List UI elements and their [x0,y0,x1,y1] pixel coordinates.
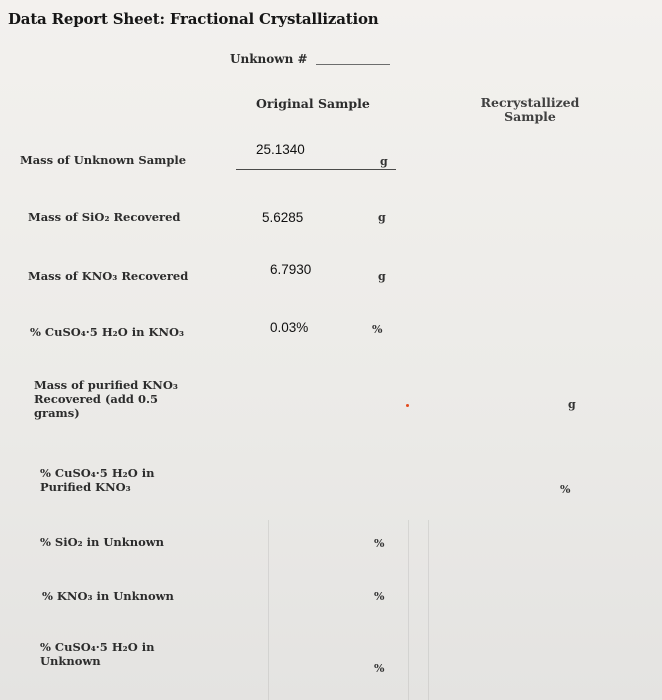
faint-column-rule [408,520,409,700]
value-mass-sio2[interactable]: 5.6285 [262,210,304,225]
row-label-mass-purified-kno3 [34,378,178,420]
report-title: Data Report Sheet: Fractional Crystallization [8,10,379,28]
value-mass-kno3[interactable]: 6.7930 [270,262,312,277]
unit-sio2-in-unknown: % [374,537,385,550]
row-label-sio2-in-unknown: % SiO₂ in Unknown [40,535,165,549]
row-label-kno3-in-unknown: % KNO₃ in Unknown [42,589,174,603]
faint-column-rule [268,520,269,700]
row-label-cuso4-purified-kno3 [40,466,154,494]
unknown-number-label: Unknown # [230,52,308,66]
row-label-mass-kno3: Mass of KNO₃ Recovered [28,269,189,283]
row-label-mass-unknown: Mass of Unknown Sample [20,153,187,167]
unit-mass-sio2: g [378,211,386,224]
value-cuso4-in-kno3[interactable]: 0.03% [270,320,309,335]
recrystallized-header-line2: Sample [504,109,556,124]
unit-cuso4-in-kno3: % [372,323,383,336]
label-line: % CuSO₄·5 H₂O in [40,466,155,480]
faint-column-rule [428,520,429,700]
red-mark [406,404,409,407]
mass-unknown-underline [236,169,396,170]
row-label-cuso4-in-kno3: % CuSO₄·5 H₂O in KNO₃ [30,325,185,339]
recrystallized-sample-header [474,96,586,124]
unit-cuso4-in-unknown: % [374,662,385,675]
unit-cuso4-purified-kno3: % [560,483,571,496]
label-line: Unknown [40,654,101,668]
label-line: Mass of purified KNO₃ [34,378,178,392]
unknown-number-field[interactable] [316,64,390,65]
label-line: Purified KNO₃ [40,480,131,494]
row-label-mass-sio2: Mass of SiO₂ Recovered [28,210,181,224]
unit-mass-kno3: g [378,270,386,283]
unit-mass-unknown: g [380,155,388,168]
label-line: % CuSO₄·5 H₂O in [40,640,155,654]
value-mass-unknown[interactable]: 25.1340 [256,142,305,157]
row-label-cuso4-in-unknown [40,640,154,668]
recrystallized-header-line1: Recrystallized [480,95,580,110]
unit-kno3-in-unknown: % [374,590,385,603]
unit-mass-purified-kno3: g [568,398,576,411]
original-sample-header: Original Sample [256,96,370,111]
label-line: grams) [34,406,80,420]
label-line: Recovered (add 0.5 [34,392,158,406]
